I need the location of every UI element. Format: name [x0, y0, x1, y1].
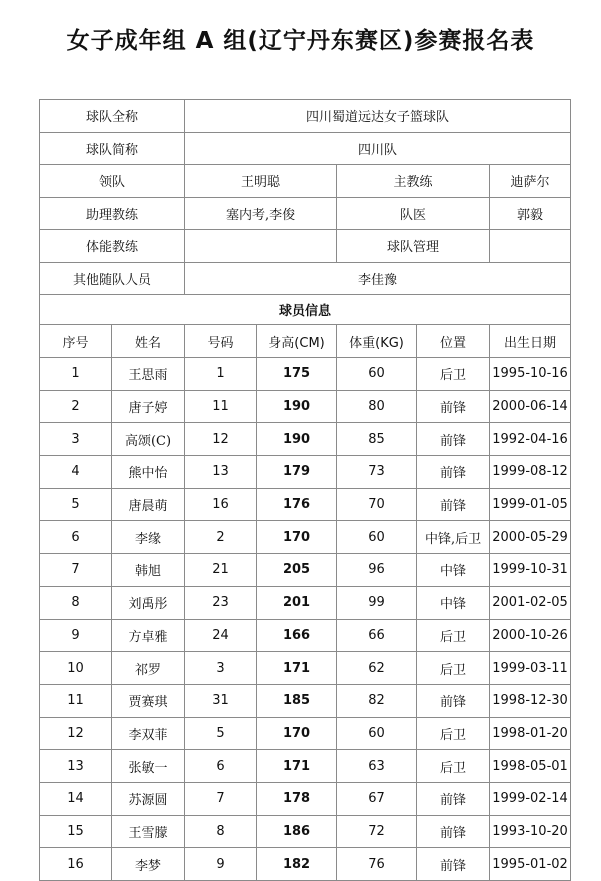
player-row: [40, 390, 571, 423]
player-index: 3: [40, 423, 112, 456]
player-birth-date: 1992-04-16: [490, 423, 571, 456]
player-weight: 60: [337, 717, 417, 750]
player-birth-date: 1998-01-20: [490, 717, 571, 750]
player-height: 178: [257, 782, 337, 815]
team-short-name-label: 球队简称: [40, 132, 185, 165]
player-birth-date: 1999-10-31: [490, 554, 571, 587]
player-row: [40, 488, 571, 521]
player-index: 5: [40, 488, 112, 521]
player-number: 2: [185, 521, 257, 554]
player-name: 韩旭: [112, 554, 185, 587]
player-number: 16: [185, 488, 257, 521]
head-coach-label: 主教练: [337, 165, 490, 198]
other-staff-label: 其他随队人员: [40, 262, 185, 295]
player-index: 1: [40, 358, 112, 391]
player-weight: 60: [337, 521, 417, 554]
player-row: [40, 358, 571, 391]
player-weight: 73: [337, 456, 417, 489]
player-name: 祁罗: [112, 652, 185, 685]
column-header: 序号: [40, 325, 112, 358]
doctor-value: 郭毅: [490, 197, 571, 230]
player-height: 201: [257, 586, 337, 619]
player-position: 前锋: [417, 423, 490, 456]
player-name: 贾赛琪: [112, 684, 185, 717]
assistant-coach-value: 塞内考,李俊: [185, 197, 337, 230]
player-birth-date: 1995-10-16: [490, 358, 571, 391]
player-index: 8: [40, 586, 112, 619]
player-height: 205: [257, 554, 337, 587]
head-coach-value: 迪萨尔: [490, 165, 571, 198]
player-position: 前锋: [417, 815, 490, 848]
players-section-title: 球员信息: [40, 295, 571, 325]
player-birth-date: 2000-06-14: [490, 390, 571, 423]
player-row: [40, 554, 571, 587]
fitness-coach-value: [185, 230, 337, 263]
player-weight: 99: [337, 586, 417, 619]
player-number: 8: [185, 815, 257, 848]
player-name: 熊中怡: [112, 456, 185, 489]
player-birth-date: 1998-05-01: [490, 750, 571, 783]
player-height: 175: [257, 358, 337, 391]
column-header: 出生日期: [490, 325, 571, 358]
player-height: 176: [257, 488, 337, 521]
player-position: 前锋: [417, 488, 490, 521]
player-row: [40, 619, 571, 652]
player-index: 6: [40, 521, 112, 554]
player-row: [40, 782, 571, 815]
player-number: 1: [185, 358, 257, 391]
player-index: 4: [40, 456, 112, 489]
player-height: 171: [257, 750, 337, 783]
player-birth-date: 2000-10-26: [490, 619, 571, 652]
doctor-label: 队医: [337, 197, 490, 230]
player-number: 13: [185, 456, 257, 489]
player-weight: 66: [337, 619, 417, 652]
player-number: 3: [185, 652, 257, 685]
player-index: 14: [40, 782, 112, 815]
player-position: 中锋: [417, 554, 490, 587]
player-index: 13: [40, 750, 112, 783]
player-number: 7: [185, 782, 257, 815]
player-position: 后卫: [417, 717, 490, 750]
player-position: 中锋,后卫: [417, 521, 490, 554]
player-name: 王雪朦: [112, 815, 185, 848]
player-index: 7: [40, 554, 112, 587]
player-weight: 80: [337, 390, 417, 423]
player-number: 23: [185, 586, 257, 619]
player-name: 苏源圆: [112, 782, 185, 815]
player-number: 21: [185, 554, 257, 587]
players-header: [40, 325, 571, 358]
player-name: 刘禹彤: [112, 586, 185, 619]
player-number: 11: [185, 390, 257, 423]
team-manager-value: [490, 230, 571, 263]
player-row: [40, 815, 571, 848]
player-height: 182: [257, 848, 337, 881]
player-weight: 70: [337, 488, 417, 521]
player-position: 后卫: [417, 619, 490, 652]
player-birth-date: 1999-08-12: [490, 456, 571, 489]
team-manager-label: 球队管理: [337, 230, 490, 263]
player-weight: 76: [337, 848, 417, 881]
player-number: 24: [185, 619, 257, 652]
player-index: 11: [40, 684, 112, 717]
player-position: 前锋: [417, 782, 490, 815]
player-height: 185: [257, 684, 337, 717]
registration-table: [39, 99, 571, 881]
player-name: 李双菲: [112, 717, 185, 750]
other-staff-value: 李佳豫: [185, 262, 571, 295]
player-name: 李缘: [112, 521, 185, 554]
column-header: 号码: [185, 325, 257, 358]
player-number: 9: [185, 848, 257, 881]
player-birth-date: 1999-01-05: [490, 488, 571, 521]
player-index: 15: [40, 815, 112, 848]
player-weight: 67: [337, 782, 417, 815]
player-height: 166: [257, 619, 337, 652]
player-row: [40, 750, 571, 783]
player-height: 170: [257, 521, 337, 554]
player-weight: 62: [337, 652, 417, 685]
team-full-name-label: 球队全称: [40, 100, 185, 133]
form-title: 女子成年组 A 组(辽宁丹东赛区)参赛报名表: [66, 28, 535, 54]
player-birth-date: 1999-02-14: [490, 782, 571, 815]
player-birth-date: 1995-01-02: [490, 848, 571, 881]
player-row: [40, 423, 571, 456]
player-weight: 82: [337, 684, 417, 717]
player-weight: 85: [337, 423, 417, 456]
fitness-coach-label: 体能教练: [40, 230, 185, 263]
player-birth-date: 1999-03-11: [490, 652, 571, 685]
player-weight: 72: [337, 815, 417, 848]
team-info-section: [40, 100, 571, 325]
player-weight: 60: [337, 358, 417, 391]
player-weight: 96: [337, 554, 417, 587]
player-position: 后卫: [417, 652, 490, 685]
player-position: 前锋: [417, 390, 490, 423]
column-header: 姓名: [112, 325, 185, 358]
player-row: [40, 652, 571, 685]
player-birth-date: 2000-05-29: [490, 521, 571, 554]
player-number: 5: [185, 717, 257, 750]
player-position: 后卫: [417, 358, 490, 391]
player-height: 171: [257, 652, 337, 685]
player-number: 6: [185, 750, 257, 783]
player-position: 前锋: [417, 456, 490, 489]
player-position: 前锋: [417, 848, 490, 881]
player-number: 12: [185, 423, 257, 456]
team-full-name-value: 四川蜀道远达女子篮球队: [185, 100, 571, 133]
player-index: 2: [40, 390, 112, 423]
player-height: 179: [257, 456, 337, 489]
column-header: 位置: [417, 325, 490, 358]
player-birth-date: 1998-12-30: [490, 684, 571, 717]
player-index: 12: [40, 717, 112, 750]
player-row: [40, 717, 571, 750]
player-weight: 63: [337, 750, 417, 783]
column-header: 身高(CM): [257, 325, 337, 358]
player-row: [40, 586, 571, 619]
team-short-name-value: 四川队: [185, 132, 571, 165]
player-row: [40, 684, 571, 717]
leader-value: 王明聪: [185, 165, 337, 198]
player-index: 9: [40, 619, 112, 652]
player-name: 唐晨萌: [112, 488, 185, 521]
player-number: 31: [185, 684, 257, 717]
player-name: 李梦: [112, 848, 185, 881]
player-name: 高颂(C): [112, 423, 185, 456]
player-row: [40, 848, 571, 881]
player-height: 186: [257, 815, 337, 848]
player-position: 后卫: [417, 750, 490, 783]
player-row: [40, 456, 571, 489]
column-header: 体重(KG): [337, 325, 417, 358]
players-list: [40, 358, 571, 881]
player-position: 前锋: [417, 684, 490, 717]
player-name: 方卓雅: [112, 619, 185, 652]
player-index: 10: [40, 652, 112, 685]
player-birth-date: 1993-10-20: [490, 815, 571, 848]
player-index: 16: [40, 848, 112, 881]
player-height: 190: [257, 390, 337, 423]
player-row: [40, 521, 571, 554]
player-position: 中锋: [417, 586, 490, 619]
leader-label: 领队: [40, 165, 185, 198]
player-name: 张敏一: [112, 750, 185, 783]
player-height: 190: [257, 423, 337, 456]
player-birth-date: 2001-02-05: [490, 586, 571, 619]
player-name: 唐子婷: [112, 390, 185, 423]
player-name: 王思雨: [112, 358, 185, 391]
assistant-coach-label: 助理教练: [40, 197, 185, 230]
player-height: 170: [257, 717, 337, 750]
